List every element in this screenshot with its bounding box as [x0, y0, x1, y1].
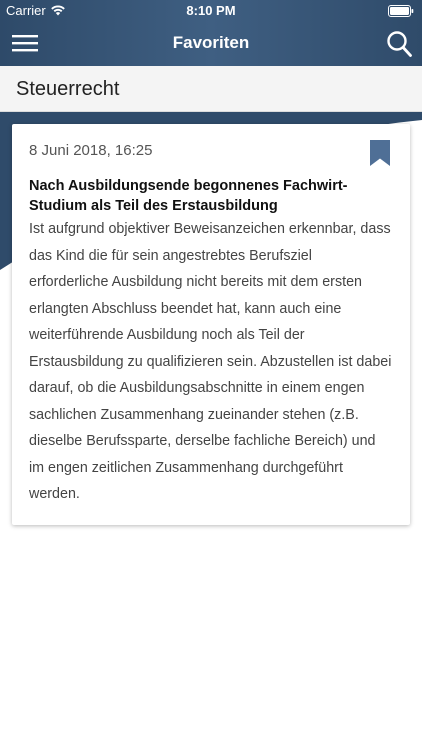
card-title: Nach Ausbildungsende begonnenes Fachwirt-Studium als Teil des Erstausbildung [29, 178, 348, 214]
section-title: Steuerrecht [16, 78, 120, 100]
card-body-text: Ist aufgrund objektiver Beweisanzeichen erkennbar, dass das Kind die für sein angestrebtes Berufsziel erforderliche Ausbildung nicht bereits mit dem ersten erlangten Abschluss beendet hat, kann auch eine weiterführende Ausbildung noch als Teil der Erstausbildung zu qualifizieren sein. Abzustellen ist dabei darauf, ob die Ausbildungsabschnitte in einem engen sachlichen Zusammenhang zueinander stehen (z.B. dieselbe Berufssparte, derselbe fachliche Bereich) und im engen zeitlichen Zusammenhang durchgeführt werden. [29, 221, 392, 502]
section-header [0, 66, 422, 112]
navigation-bar [0, 22, 422, 66]
page-title: Favoriten [172, 33, 250, 52]
card-date: 8 Juni 2018, 16:25 [29, 142, 153, 159]
search-icon[interactable] [386, 30, 412, 58]
favorite-card[interactable] [12, 124, 410, 525]
status-bar [0, 0, 422, 22]
battery-icon [388, 5, 414, 17]
status-time: 8:10 PM [186, 3, 236, 18]
app-header [0, 0, 422, 66]
bookmark-icon[interactable] [370, 140, 390, 166]
carrier-label: Carrier [6, 3, 46, 18]
